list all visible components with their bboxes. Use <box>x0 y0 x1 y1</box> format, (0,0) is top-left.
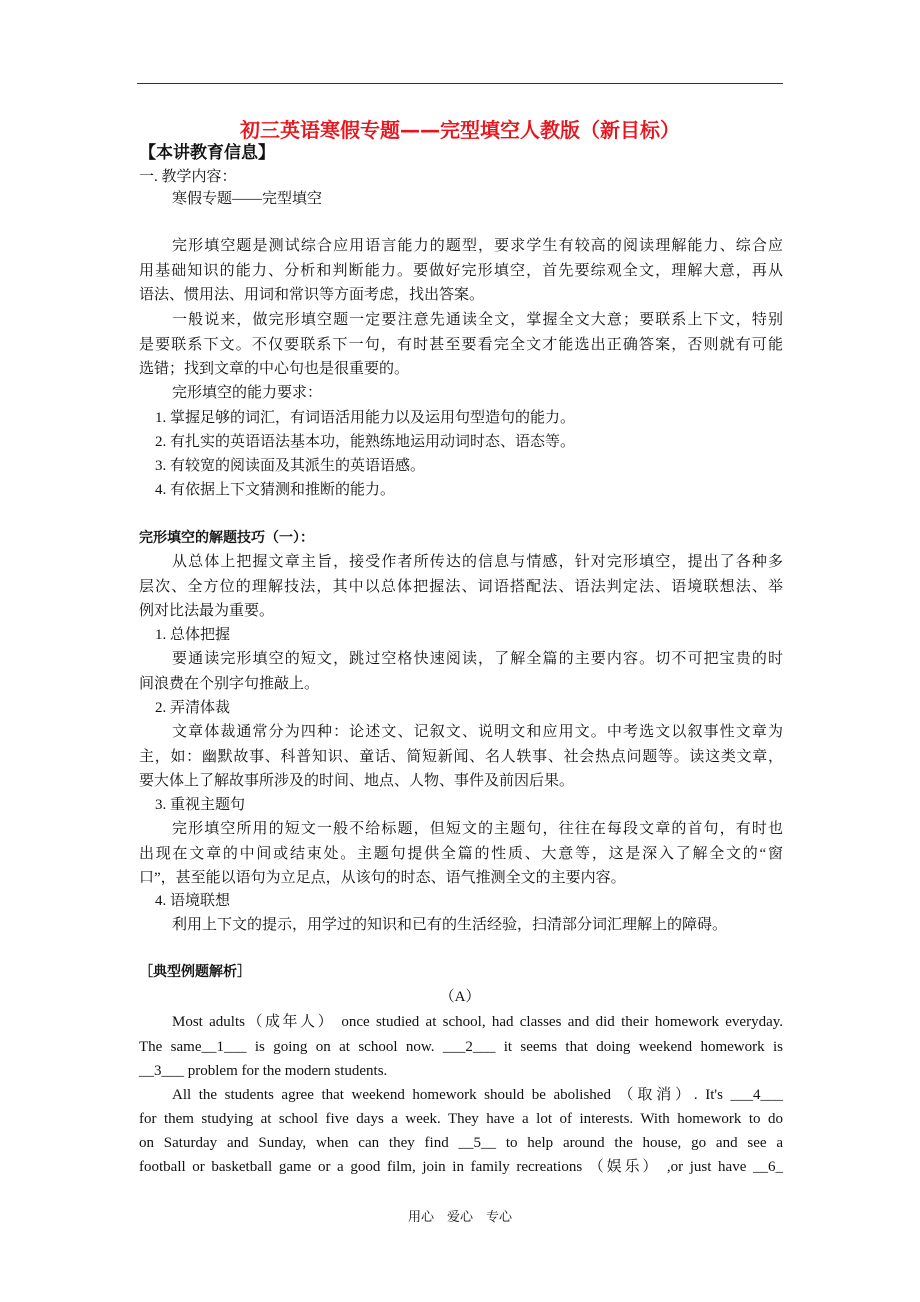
example-line: on Saturday and Sunday, when can they find __5__ to help around the house, go and see a <box>139 1135 783 1151</box>
para-line: 出现在文章的中间或结束处。主题句提供全篇的性质、大意等，这是深入了解全文的“窗 <box>139 846 783 862</box>
section1-heading: 一. 教学内容： <box>139 169 237 185</box>
para-line: 用基础知识的能力、分析和判断能力。要做好完形填空，首先要综观全文，理解大意，再从 <box>139 263 783 279</box>
section1-topic: 寒假专题——完型填空 <box>172 191 323 207</box>
para-line: 选错；找到文章的中心句也是很重要的。 <box>139 361 410 377</box>
requirement-item: 2. 有扎实的英语语法基本功，能熟练地运用动词时态、语态等。 <box>155 434 576 450</box>
para-line: 从总体上把握文章主旨，接受作者所传达的信息与情感，针对完形填空，提出了各种多 <box>172 554 783 570</box>
para-line: 层次、全方位的理解技法，其中以总体把握法、词语搭配法、语法判定法、语境联想法、举 <box>139 579 783 595</box>
info-heading: 【本讲教育信息】 <box>139 143 275 163</box>
para-line: 完形填空所用的短文一般不给标题，但短文的主题句，往往在每段文章的首句，有时也 <box>172 821 783 837</box>
requirement-item: 3. 有较宽的阅读面及其派生的英语语感。 <box>155 458 426 474</box>
example-line: The same__1___ is going on at school now. ___2___ it seems that doing weekend homework is <box>139 1039 783 1055</box>
requirement-item: 4. 有依据上下文猜测和推断的能力。 <box>155 482 396 498</box>
para-line: 利用上下文的提示，用学过的知识和已有的生活经验，扫清部分词汇理解上的障碍。 <box>172 917 728 933</box>
example-line: All the students agree that weekend homework should be abolished （取消）. It's ___4___ <box>172 1087 783 1103</box>
para-line: 完形填空题是测试综合应用语言能力的题型，要求学生有较高的阅读理解能力、综合应 <box>172 238 783 254</box>
tip-title: 2. 弄清体裁 <box>155 700 231 716</box>
tip-title: 4. 语境联想 <box>155 893 231 909</box>
example-line: __3___ problem for the modern students. <box>139 1063 388 1079</box>
document-title: 初三英语寒假专题——完型填空人教版（新目标） <box>240 118 680 142</box>
para-line: 文章体裁通常分为四种：论述文、记叙文、说明文和应用文。中考选文以叙事性文章为 <box>172 724 783 740</box>
page-footer: 用心 爱心 专心 <box>407 1209 512 1224</box>
para-line: 是要联系下文。不仅要联系下一句，有时甚至要看完全文才能选出正确答案，否则就有可能 <box>139 337 783 353</box>
examples-heading: ［典型例题解析］ <box>139 964 251 980</box>
example-line: Most adults（成年人） once studied at school, had classes and did their homework everyday. <box>172 1014 783 1030</box>
tip-title: 1. 总体把握 <box>155 627 231 643</box>
requirement-item: 1. 掌握足够的词汇，有词语活用能力以及运用句型造句的能力。 <box>155 410 576 426</box>
para-line: 一般说来，做完形填空题一定要注意先通读全文，掌握全文大意；要联系上下文，特别 <box>172 312 783 328</box>
para-line: 例对比法最为重要。 <box>139 603 275 619</box>
section2-heading: 完形填空的解题技巧（一）： <box>139 530 314 546</box>
header-rule <box>137 83 783 84</box>
para-line: 要通读完形填空的短文，跳过空格快速阅读，了解全篇的主要内容。切不可把宝贵的时 <box>172 651 783 667</box>
para-line: 主，如：幽默故事、科普知识、童话、简短新闻、名人轶事、社会热点问题等。读这类文章， <box>139 749 783 765</box>
para-line: 要大体上了解故事所涉及的时间、地点、人物、事件及前因后果。 <box>139 773 575 789</box>
requirements-heading: 完形填空的能力要求： <box>172 385 323 401</box>
para-line: 语法、惯用法、用词和常识等方面考虑，找出答案。 <box>139 287 485 303</box>
example-label: （A） <box>439 989 481 1005</box>
example-line: for them studying at school five days a week. They have a lot of interests. With homework to do <box>139 1111 783 1127</box>
tip-title: 3. 重视主题句 <box>155 797 246 813</box>
example-line: football or basketball game or a good film, join in family recreations （娱乐） ,or just have __6_ <box>139 1159 783 1175</box>
para-line: 口”，甚至能以语句为立足点，从该句的时态、语气推测全文的主要内容。 <box>139 870 626 886</box>
para-line: 间浪费在个别字句推敲上。 <box>139 676 320 692</box>
